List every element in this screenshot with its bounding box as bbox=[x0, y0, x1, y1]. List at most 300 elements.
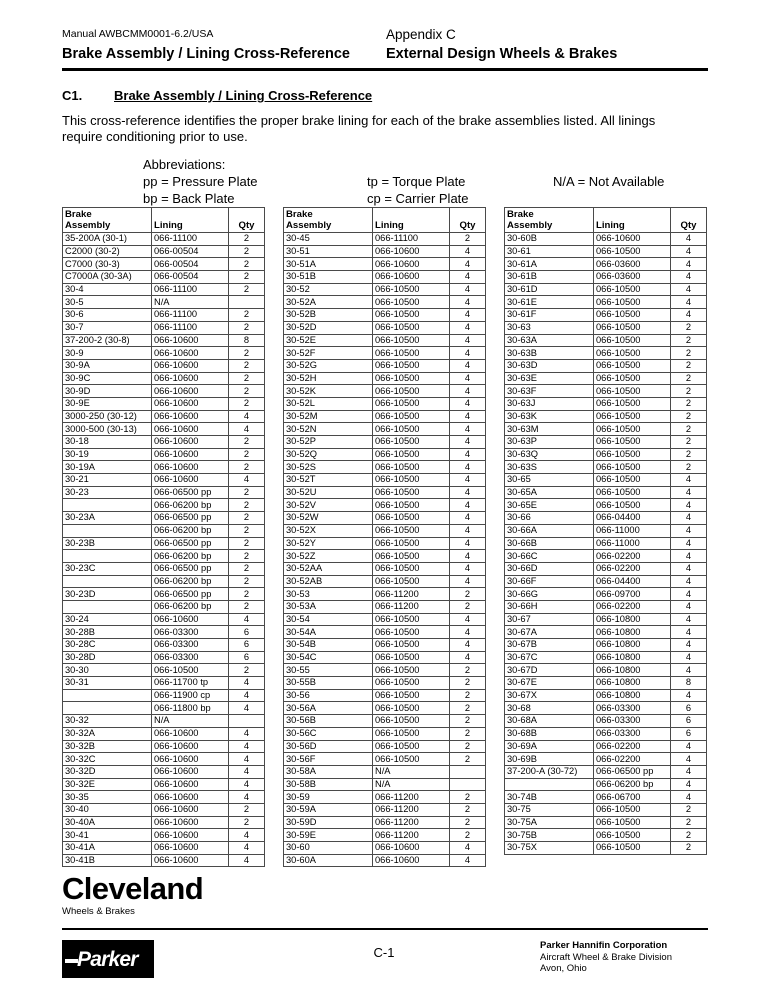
table-row bbox=[63, 233, 265, 246]
cell-qty: 4 bbox=[671, 613, 707, 626]
page-header bbox=[62, 28, 708, 71]
cell-lining: 066-03300 bbox=[152, 651, 229, 664]
cell-lining: 066-10500 bbox=[594, 842, 671, 855]
cell-brake-assembly: 30-63F bbox=[505, 385, 594, 398]
cell-lining: 066-11900 cp bbox=[152, 689, 229, 702]
table-row bbox=[63, 372, 265, 385]
table-row bbox=[63, 283, 265, 296]
table-row bbox=[284, 410, 486, 423]
cell-lining: 066-02200 bbox=[594, 550, 671, 563]
cell-qty: 4 bbox=[229, 765, 265, 778]
cell-brake-assembly: 30-53 bbox=[284, 588, 373, 601]
table-row bbox=[505, 626, 707, 639]
table-row bbox=[505, 689, 707, 702]
cell-brake-assembly: 30-54 bbox=[284, 613, 373, 626]
cell-qty: 2 bbox=[229, 512, 265, 525]
cell-brake-assembly: 30-67X bbox=[505, 689, 594, 702]
table-row bbox=[505, 486, 707, 499]
cell-brake-assembly: 30-66H bbox=[505, 600, 594, 613]
cell-lining: 066-10600 bbox=[594, 233, 671, 246]
cell-qty: 2 bbox=[229, 448, 265, 461]
cell-lining: 066-10500 bbox=[373, 702, 450, 715]
table-row bbox=[63, 727, 265, 740]
table-row bbox=[505, 677, 707, 690]
table-row bbox=[63, 651, 265, 664]
cell-lining: 066-06700 bbox=[594, 791, 671, 804]
cell-lining: 066-10600 bbox=[152, 372, 229, 385]
cell-lining: 066-11200 bbox=[373, 791, 450, 804]
cell-qty: 4 bbox=[671, 512, 707, 525]
cell-brake-assembly: 30-66A bbox=[505, 524, 594, 537]
header-brake-line1: Brake bbox=[286, 209, 313, 220]
header-brake-line2: Assembly bbox=[65, 220, 111, 231]
table-row bbox=[505, 740, 707, 753]
table-row bbox=[284, 436, 486, 449]
cell-lining: 066-10600 bbox=[152, 829, 229, 842]
cell-qty: 4 bbox=[450, 296, 486, 309]
cell-brake-assembly: 30-63P bbox=[505, 436, 594, 449]
cell-qty: 4 bbox=[229, 727, 265, 740]
cell-qty: 2 bbox=[229, 359, 265, 372]
cell-brake-assembly: 30-21 bbox=[63, 474, 152, 487]
table-row bbox=[505, 347, 707, 360]
cell-lining: 066-11200 bbox=[373, 829, 450, 842]
cell-lining: 066-03300 bbox=[594, 715, 671, 728]
cell-brake-assembly: 30-67E bbox=[505, 677, 594, 690]
cell-qty: 2 bbox=[450, 689, 486, 702]
cell-lining: 066-10500 bbox=[373, 677, 450, 690]
cell-lining: 066-03300 bbox=[594, 727, 671, 740]
cell-lining: 066-10500 bbox=[373, 537, 450, 550]
cell-brake-assembly: 30-65A bbox=[505, 486, 594, 499]
section-intro-text: This cross-reference identifies the proper brake lining for each of the brake assemblies listed. All linings require conditioning prior to use. bbox=[62, 113, 656, 144]
cell-qty: 2 bbox=[671, 359, 707, 372]
table-row bbox=[505, 791, 707, 804]
table-row bbox=[63, 829, 265, 842]
appendix-label: Appendix C bbox=[386, 27, 456, 42]
table-row bbox=[284, 512, 486, 525]
cell-lining: 066-06200 bp bbox=[152, 600, 229, 613]
cell-lining: 066-10500 bbox=[373, 385, 450, 398]
cell-brake-assembly: 30-63A bbox=[505, 334, 594, 347]
cell-brake-assembly: 30-56F bbox=[284, 753, 373, 766]
cell-brake-assembly: 30-52E bbox=[284, 334, 373, 347]
cell-lining: 066-10800 bbox=[594, 639, 671, 652]
cell-qty: 4 bbox=[450, 461, 486, 474]
cell-brake-assembly: 30-63J bbox=[505, 397, 594, 410]
cell-lining: 066-10800 bbox=[594, 677, 671, 690]
cell-lining: 066-10500 bbox=[373, 512, 450, 525]
cell-qty: 4 bbox=[450, 639, 486, 652]
cell-qty: 4 bbox=[450, 283, 486, 296]
cell-qty: 2 bbox=[229, 372, 265, 385]
cell-brake-assembly: 30-75 bbox=[505, 803, 594, 816]
cell-lining: 066-10600 bbox=[152, 842, 229, 855]
table-row bbox=[505, 410, 707, 423]
cell-brake-assembly: 37-200-A (30-72) bbox=[505, 765, 594, 778]
table-row bbox=[63, 702, 265, 715]
abbrev-pressure-plate: pp = Pressure Plate bbox=[143, 174, 258, 189]
cell-lining: 066-10600 bbox=[373, 842, 450, 855]
cell-qty: 4 bbox=[229, 829, 265, 842]
cell-brake-assembly: 3000-500 (30-13) bbox=[63, 423, 152, 436]
table-row bbox=[505, 474, 707, 487]
cell-lining: 066-10500 bbox=[373, 715, 450, 728]
cell-qty: 2 bbox=[450, 702, 486, 715]
cell-qty: 4 bbox=[671, 233, 707, 246]
cell-lining: 066-10500 bbox=[373, 436, 450, 449]
cell-qty: 4 bbox=[229, 613, 265, 626]
table-row bbox=[505, 765, 707, 778]
cross-reference-tables bbox=[62, 207, 712, 867]
cell-brake-assembly: 30-56B bbox=[284, 715, 373, 728]
cell-qty: 4 bbox=[671, 765, 707, 778]
cell-brake-assembly: 30-67A bbox=[505, 626, 594, 639]
cell-qty: 4 bbox=[229, 677, 265, 690]
cell-lining: 066-10600 bbox=[152, 410, 229, 423]
table-row bbox=[505, 423, 707, 436]
table-row bbox=[63, 448, 265, 461]
cell-brake-assembly: 30-52G bbox=[284, 359, 373, 372]
cell-lining: 066-10500 bbox=[373, 359, 450, 372]
section-heading bbox=[62, 88, 708, 103]
table-column-3-wrap bbox=[504, 207, 706, 867]
cell-qty: 2 bbox=[671, 410, 707, 423]
document-subtitle: External Design Wheels & Brakes bbox=[386, 46, 618, 62]
cell-qty: 2 bbox=[450, 803, 486, 816]
table-row bbox=[284, 689, 486, 702]
table-row bbox=[505, 397, 707, 410]
header-brake-assembly bbox=[63, 208, 152, 233]
cell-brake-assembly: 30-32C bbox=[63, 753, 152, 766]
table-row bbox=[284, 448, 486, 461]
cell-qty: 4 bbox=[450, 359, 486, 372]
cell-qty: 2 bbox=[229, 309, 265, 322]
table-row bbox=[505, 233, 707, 246]
cell-brake-assembly: 30-32D bbox=[63, 765, 152, 778]
cell-lining: 066-03600 bbox=[594, 271, 671, 284]
cell-lining: 066-10500 bbox=[594, 347, 671, 360]
cell-brake-assembly: 30-52 bbox=[284, 283, 373, 296]
cell-qty: 2 bbox=[671, 461, 707, 474]
cell-qty: 4 bbox=[450, 334, 486, 347]
table-row bbox=[284, 753, 486, 766]
cell-lining: 066-10500 bbox=[373, 423, 450, 436]
cell-lining: 066-06200 bp bbox=[594, 778, 671, 791]
cell-brake-assembly: 30-61E bbox=[505, 296, 594, 309]
cell-lining: 066-10600 bbox=[152, 727, 229, 740]
table-row bbox=[63, 626, 265, 639]
table-body-3 bbox=[505, 233, 707, 855]
cell-brake-assembly: 30-75X bbox=[505, 842, 594, 855]
footer-divider bbox=[62, 928, 708, 930]
cell-lining: 066-11000 bbox=[594, 524, 671, 537]
cell-brake-assembly: 30-52F bbox=[284, 347, 373, 360]
parker-logo-wordmark: Parker bbox=[77, 947, 138, 971]
table-row bbox=[284, 562, 486, 575]
cell-brake-assembly: 30-9E bbox=[63, 397, 152, 410]
table-row bbox=[63, 271, 265, 284]
cell-brake-assembly: 3000-250 (30-12) bbox=[63, 410, 152, 423]
cell-brake-assembly: 30-52B bbox=[284, 309, 373, 322]
cell-lining: 066-10500 bbox=[373, 550, 450, 563]
table-row bbox=[284, 740, 486, 753]
cell-lining: 066-10500 bbox=[373, 474, 450, 487]
abbreviations-title: Abbreviations: bbox=[143, 157, 226, 172]
table-row bbox=[284, 829, 486, 842]
cell-qty: 2 bbox=[450, 588, 486, 601]
cell-lining: 066-03300 bbox=[152, 639, 229, 652]
table-row bbox=[63, 575, 265, 588]
cell-brake-assembly: 30-63 bbox=[505, 321, 594, 334]
cell-lining: 066-11100 bbox=[373, 233, 450, 246]
header-brake-line2: Assembly bbox=[507, 220, 553, 231]
table-row bbox=[284, 842, 486, 855]
header-brake-assembly bbox=[284, 208, 373, 233]
cell-brake-assembly: 30-41B bbox=[63, 854, 152, 867]
cell-brake-assembly: 30-9 bbox=[63, 347, 152, 360]
cell-brake-assembly: 30-60 bbox=[284, 842, 373, 855]
table-row bbox=[284, 423, 486, 436]
table-row bbox=[505, 778, 707, 791]
table-row bbox=[284, 702, 486, 715]
cell-brake-assembly: 30-9A bbox=[63, 359, 152, 372]
cell-qty: 2 bbox=[229, 816, 265, 829]
cell-qty: 2 bbox=[450, 816, 486, 829]
cell-brake-assembly: 30-23A bbox=[63, 512, 152, 525]
cell-brake-assembly: 30-52U bbox=[284, 486, 373, 499]
cell-brake-assembly: 30-52D bbox=[284, 321, 373, 334]
cell-qty: 6 bbox=[229, 626, 265, 639]
cell-brake-assembly: 30-52M bbox=[284, 410, 373, 423]
table-row bbox=[284, 613, 486, 626]
cell-lining: 066-10500 bbox=[594, 474, 671, 487]
cell-qty: 4 bbox=[671, 740, 707, 753]
cell-qty: 4 bbox=[450, 258, 486, 271]
cell-brake-assembly: 30-66G bbox=[505, 588, 594, 601]
table-row bbox=[63, 321, 265, 334]
cell-brake-assembly: 30-68B bbox=[505, 727, 594, 740]
cell-lining: 066-10600 bbox=[152, 791, 229, 804]
cell-qty: 2 bbox=[229, 347, 265, 360]
cell-lining: 066-11800 bp bbox=[152, 702, 229, 715]
cell-brake-assembly: 30-52AA bbox=[284, 562, 373, 575]
cell-qty: 4 bbox=[450, 854, 486, 867]
cell-lining: 066-06500 pp bbox=[152, 512, 229, 525]
cell-qty: 2 bbox=[450, 664, 486, 677]
cell-brake-assembly: 30-69A bbox=[505, 740, 594, 753]
cell-qty: 2 bbox=[229, 499, 265, 512]
cell-lining: 066-10600 bbox=[373, 245, 450, 258]
cell-lining: 066-09700 bbox=[594, 588, 671, 601]
cell-qty: 2 bbox=[671, 347, 707, 360]
cell-lining: 066-10500 bbox=[594, 436, 671, 449]
cell-brake-assembly: 30-28D bbox=[63, 651, 152, 664]
table-row bbox=[505, 258, 707, 271]
header-qty: Qty bbox=[671, 208, 707, 233]
cell-brake-assembly: 30-63K bbox=[505, 410, 594, 423]
cell-lining: 066-00504 bbox=[152, 258, 229, 271]
cell-lining: 066-00504 bbox=[152, 271, 229, 284]
cell-lining: 066-11100 bbox=[152, 321, 229, 334]
cell-lining: 066-10600 bbox=[152, 359, 229, 372]
cell-brake-assembly: 30-19A bbox=[63, 461, 152, 474]
cell-brake-assembly: 30-66B bbox=[505, 537, 594, 550]
cell-lining: 066-10600 bbox=[152, 765, 229, 778]
cross-reference-table-2 bbox=[283, 207, 486, 867]
cell-brake-assembly: 30-4 bbox=[63, 283, 152, 296]
table-row bbox=[505, 309, 707, 322]
cell-lining: 066-10500 bbox=[594, 423, 671, 436]
cell-qty: 2 bbox=[671, 829, 707, 842]
table-row bbox=[284, 283, 486, 296]
table-row bbox=[63, 664, 265, 677]
table-row bbox=[284, 258, 486, 271]
cell-qty: 4 bbox=[450, 550, 486, 563]
table-header-row bbox=[63, 208, 265, 233]
cell-brake-assembly: 30-75A bbox=[505, 816, 594, 829]
table-row bbox=[505, 702, 707, 715]
table-row bbox=[63, 524, 265, 537]
abbreviations-grid bbox=[143, 173, 713, 207]
cell-brake-assembly: 30-53A bbox=[284, 600, 373, 613]
table-row bbox=[505, 283, 707, 296]
abbrev-not-available: N/A = Not Available bbox=[553, 174, 665, 189]
cell-brake-assembly: 30-52P bbox=[284, 436, 373, 449]
cell-qty: 2 bbox=[229, 550, 265, 563]
table-row bbox=[284, 588, 486, 601]
table-row bbox=[284, 639, 486, 652]
table-row bbox=[284, 233, 486, 246]
cell-qty: 4 bbox=[671, 753, 707, 766]
table-row bbox=[284, 816, 486, 829]
cell-qty: 2 bbox=[229, 461, 265, 474]
cell-lining: 066-10600 bbox=[373, 258, 450, 271]
cell-qty: 6 bbox=[671, 702, 707, 715]
cell-qty: 4 bbox=[450, 474, 486, 487]
cell-lining: 066-10600 bbox=[152, 385, 229, 398]
cell-qty bbox=[450, 765, 486, 778]
cell-qty: 4 bbox=[450, 436, 486, 449]
cell-brake-assembly: 30-68 bbox=[505, 702, 594, 715]
header-brake-line1: Brake bbox=[65, 209, 92, 220]
table-row bbox=[505, 600, 707, 613]
table-row bbox=[505, 334, 707, 347]
cell-brake-assembly bbox=[63, 550, 152, 563]
cell-qty: 4 bbox=[450, 486, 486, 499]
cell-brake-assembly: 30-61B bbox=[505, 271, 594, 284]
cell-lining: 066-10500 bbox=[594, 372, 671, 385]
cell-qty: 4 bbox=[450, 448, 486, 461]
table-row bbox=[284, 397, 486, 410]
table-row bbox=[284, 600, 486, 613]
cell-brake-assembly: 30-35 bbox=[63, 791, 152, 804]
cell-brake-assembly bbox=[63, 600, 152, 613]
table-row bbox=[284, 321, 486, 334]
cell-qty: 4 bbox=[450, 575, 486, 588]
cell-lining: 066-10500 bbox=[373, 689, 450, 702]
cell-qty: 4 bbox=[450, 423, 486, 436]
cell-brake-assembly: 30-52X bbox=[284, 524, 373, 537]
cell-lining: 066-10500 bbox=[373, 613, 450, 626]
cell-lining: 066-10500 bbox=[594, 803, 671, 816]
cell-brake-assembly bbox=[505, 778, 594, 791]
cell-lining: 066-10500 bbox=[594, 397, 671, 410]
cell-brake-assembly: 30-28C bbox=[63, 639, 152, 652]
cell-lining: 066-10500 bbox=[373, 562, 450, 575]
cell-brake-assembly: 30-63S bbox=[505, 461, 594, 474]
cell-lining: 066-04400 bbox=[594, 512, 671, 525]
table-row bbox=[63, 258, 265, 271]
table-row bbox=[284, 550, 486, 563]
cell-qty: 4 bbox=[450, 626, 486, 639]
cell-brake-assembly: 30-23B bbox=[63, 537, 152, 550]
cell-qty: 4 bbox=[671, 575, 707, 588]
cell-lining: 066-10500 bbox=[373, 727, 450, 740]
cell-lining: 066-06200 bp bbox=[152, 524, 229, 537]
cell-lining: 066-10500 bbox=[373, 499, 450, 512]
cell-brake-assembly: 30-52S bbox=[284, 461, 373, 474]
table-row bbox=[284, 575, 486, 588]
cell-lining: 066-10600 bbox=[152, 854, 229, 867]
table-row bbox=[284, 499, 486, 512]
document-title: Brake Assembly / Lining Cross-Reference bbox=[62, 46, 350, 62]
cell-qty: 2 bbox=[671, 448, 707, 461]
cell-qty: 4 bbox=[450, 347, 486, 360]
cell-qty: 4 bbox=[450, 613, 486, 626]
cell-brake-assembly: 30-66F bbox=[505, 575, 594, 588]
table-row bbox=[505, 372, 707, 385]
cell-qty: 6 bbox=[671, 715, 707, 728]
cell-brake-assembly: 30-52K bbox=[284, 385, 373, 398]
cell-qty: 2 bbox=[229, 283, 265, 296]
cell-qty: 6 bbox=[671, 727, 707, 740]
cleveland-brand bbox=[62, 872, 203, 917]
cell-brake-assembly: 30-54B bbox=[284, 639, 373, 652]
table-row bbox=[284, 359, 486, 372]
cell-lining: 066-10500 bbox=[373, 397, 450, 410]
cell-qty: 4 bbox=[671, 271, 707, 284]
cell-qty: 2 bbox=[229, 562, 265, 575]
cell-brake-assembly: 30-19 bbox=[63, 448, 152, 461]
cell-lining: 066-06500 pp bbox=[594, 765, 671, 778]
cell-qty: 2 bbox=[450, 791, 486, 804]
cell-qty: 2 bbox=[671, 842, 707, 855]
section-title: Brake Assembly / Lining Cross-Reference bbox=[114, 88, 373, 103]
cell-lining: 066-10500 bbox=[373, 753, 450, 766]
corporate-division: Aircraft Wheel & Brake Division bbox=[540, 951, 672, 963]
cell-qty: 4 bbox=[229, 791, 265, 804]
table-row bbox=[63, 410, 265, 423]
table-row bbox=[63, 397, 265, 410]
table-column-1-wrap bbox=[62, 207, 264, 867]
table-row bbox=[63, 778, 265, 791]
abbrev-back-plate: bp = Back Plate bbox=[143, 191, 235, 206]
cell-lining: 066-10500 bbox=[373, 639, 450, 652]
cell-lining: 066-10800 bbox=[594, 626, 671, 639]
cell-brake-assembly: 30-55B bbox=[284, 677, 373, 690]
cell-brake-assembly: 35-200A (30-1) bbox=[63, 233, 152, 246]
cell-qty: 2 bbox=[229, 803, 265, 816]
table-row bbox=[63, 512, 265, 525]
cell-lining: 066-10500 bbox=[594, 816, 671, 829]
cell-brake-assembly: 30-9D bbox=[63, 385, 152, 398]
cell-qty: 2 bbox=[450, 677, 486, 690]
cell-lining: 066-10500 bbox=[373, 626, 450, 639]
cell-lining: 066-10500 bbox=[594, 461, 671, 474]
cell-lining: 066-10500 bbox=[373, 296, 450, 309]
cell-lining: 066-10600 bbox=[152, 448, 229, 461]
